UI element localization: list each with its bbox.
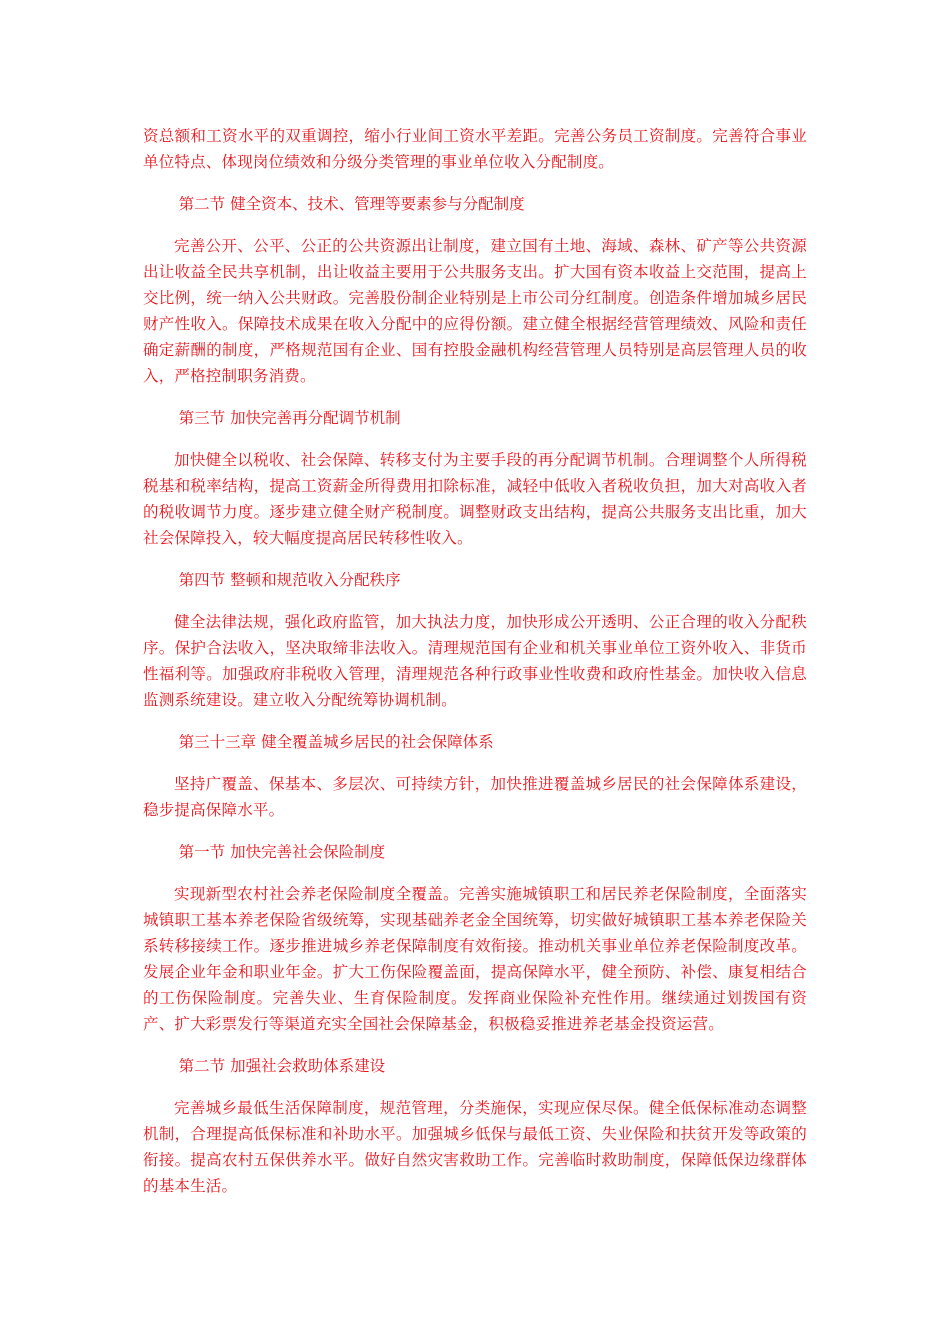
paragraph-social-security-intro: 坚持广覆盖、保基本、多层次、可持续方针，加快推进覆盖城乡居民的社会保障体系建设，稳步提高保障水平。 <box>143 775 807 819</box>
document-page <box>143 123 807 1215</box>
section-heading-factor-distribution: 第二节 健全资本、技术、管理等要素参与分配制度 <box>178 195 525 213</box>
paragraph-social-assistance: 完善城乡最低生活保障制度，规范管理，分类施保，实现应保尽保。健全低保标准动态调整机制，合理提高低保标准和补助水平。加强城乡低保与最低工资、失业保险和扶贫开发等政策的衔接。提高农村五保供养水平。做好自然灾害救助工作。完善临时救助制度，保障低保边缘群体的基本生活。 <box>143 1099 807 1195</box>
section-heading-social-assistance: 第二节 加强社会救助体系建设 <box>178 1057 386 1075</box>
chapter-heading-social-security: 第三十三章 健全覆盖城乡居民的社会保障体系 <box>178 733 494 751</box>
paragraph-wage-control: 资总额和工资水平的双重调控，缩小行业间工资水平差距。完善公务员工资制度。完善符合事业单位特点、体现岗位绩效和分级分类管理的事业单位收入分配制度。 <box>143 127 807 171</box>
section-heading-distribution-order: 第四节 整顿和规范收入分配秩序 <box>178 571 401 589</box>
section-heading-social-insurance: 第一节 加快完善社会保险制度 <box>178 843 386 861</box>
paragraph-distribution-order: 健全法律法规，强化政府监管，加大执法力度，加快形成公开透明、公正合理的收入分配秩序。保护合法收入，坚决取缔非法收入。清理规范国有企业和机关事业单位工资外收入、非货币性福利等。加强政府非税收入管理，清理规范各种行政事业性收费和政府性基金。加快收入信息监测系统建设。建立收入分配统筹协调机制。 <box>143 613 807 709</box>
section-heading-redistribution: 第三节 加快完善再分配调节机制 <box>178 409 401 427</box>
paragraph-public-resources: 完善公开、公平、公正的公共资源出让制度，建立国有土地、海域、森林、矿产等公共资源出让收益全民共享机制，出让收益主要用于公共服务支出。扩大国有资本收益上交范围，提高上交比例，统一纳入公共财政。完善股份制企业特别是上市公司分红制度。创造条件增加城乡居民财产性收入。保障技术成果在收入分配中的应得份额。建立健全根据经营管理绩效、风险和责任确定薪酬的制度，严格规范国有企业、国有控股金融机构经营管理人员特别是高层管理人员的收入，严格控制职务消费。 <box>143 237 807 385</box>
paragraph-social-insurance: 实现新型农村社会养老保险制度全覆盖。完善实施城镇职工和居民养老保险制度，全面落实城镇职工基本养老保险省级统筹，实现基础养老金全国统筹，切实做好城镇职工基本养老保险关系转移接续工作。逐步推进城乡养老保障制度有效衔接。推动机关事业单位养老保险制度改革。发展企业年金和职业年金。扩大工伤保险覆盖面，提高保障水平，健全预防、补偿、康复相结合的工伤保险制度。完善失业、生育保险制度。发挥商业保险补充性作用。继续通过划拨国有资产、扩大彩票发行等渠道充实全国社会保障基金，积极稳妥推进养老基金投资运营。 <box>143 885 807 1033</box>
paragraph-redistribution: 加快健全以税收、社会保障、转移支付为主要手段的再分配调节机制。合理调整个人所得税税基和税率结构，提高工资薪金所得费用扣除标准，减轻中低收入者税收负担，加大对高收入者的税收调节力度。逐步建立健全财产税制度。调整财政支出结构，提高公共服务支出比重，加大社会保障投入，较大幅度提高居民转移性收入。 <box>143 451 807 547</box>
